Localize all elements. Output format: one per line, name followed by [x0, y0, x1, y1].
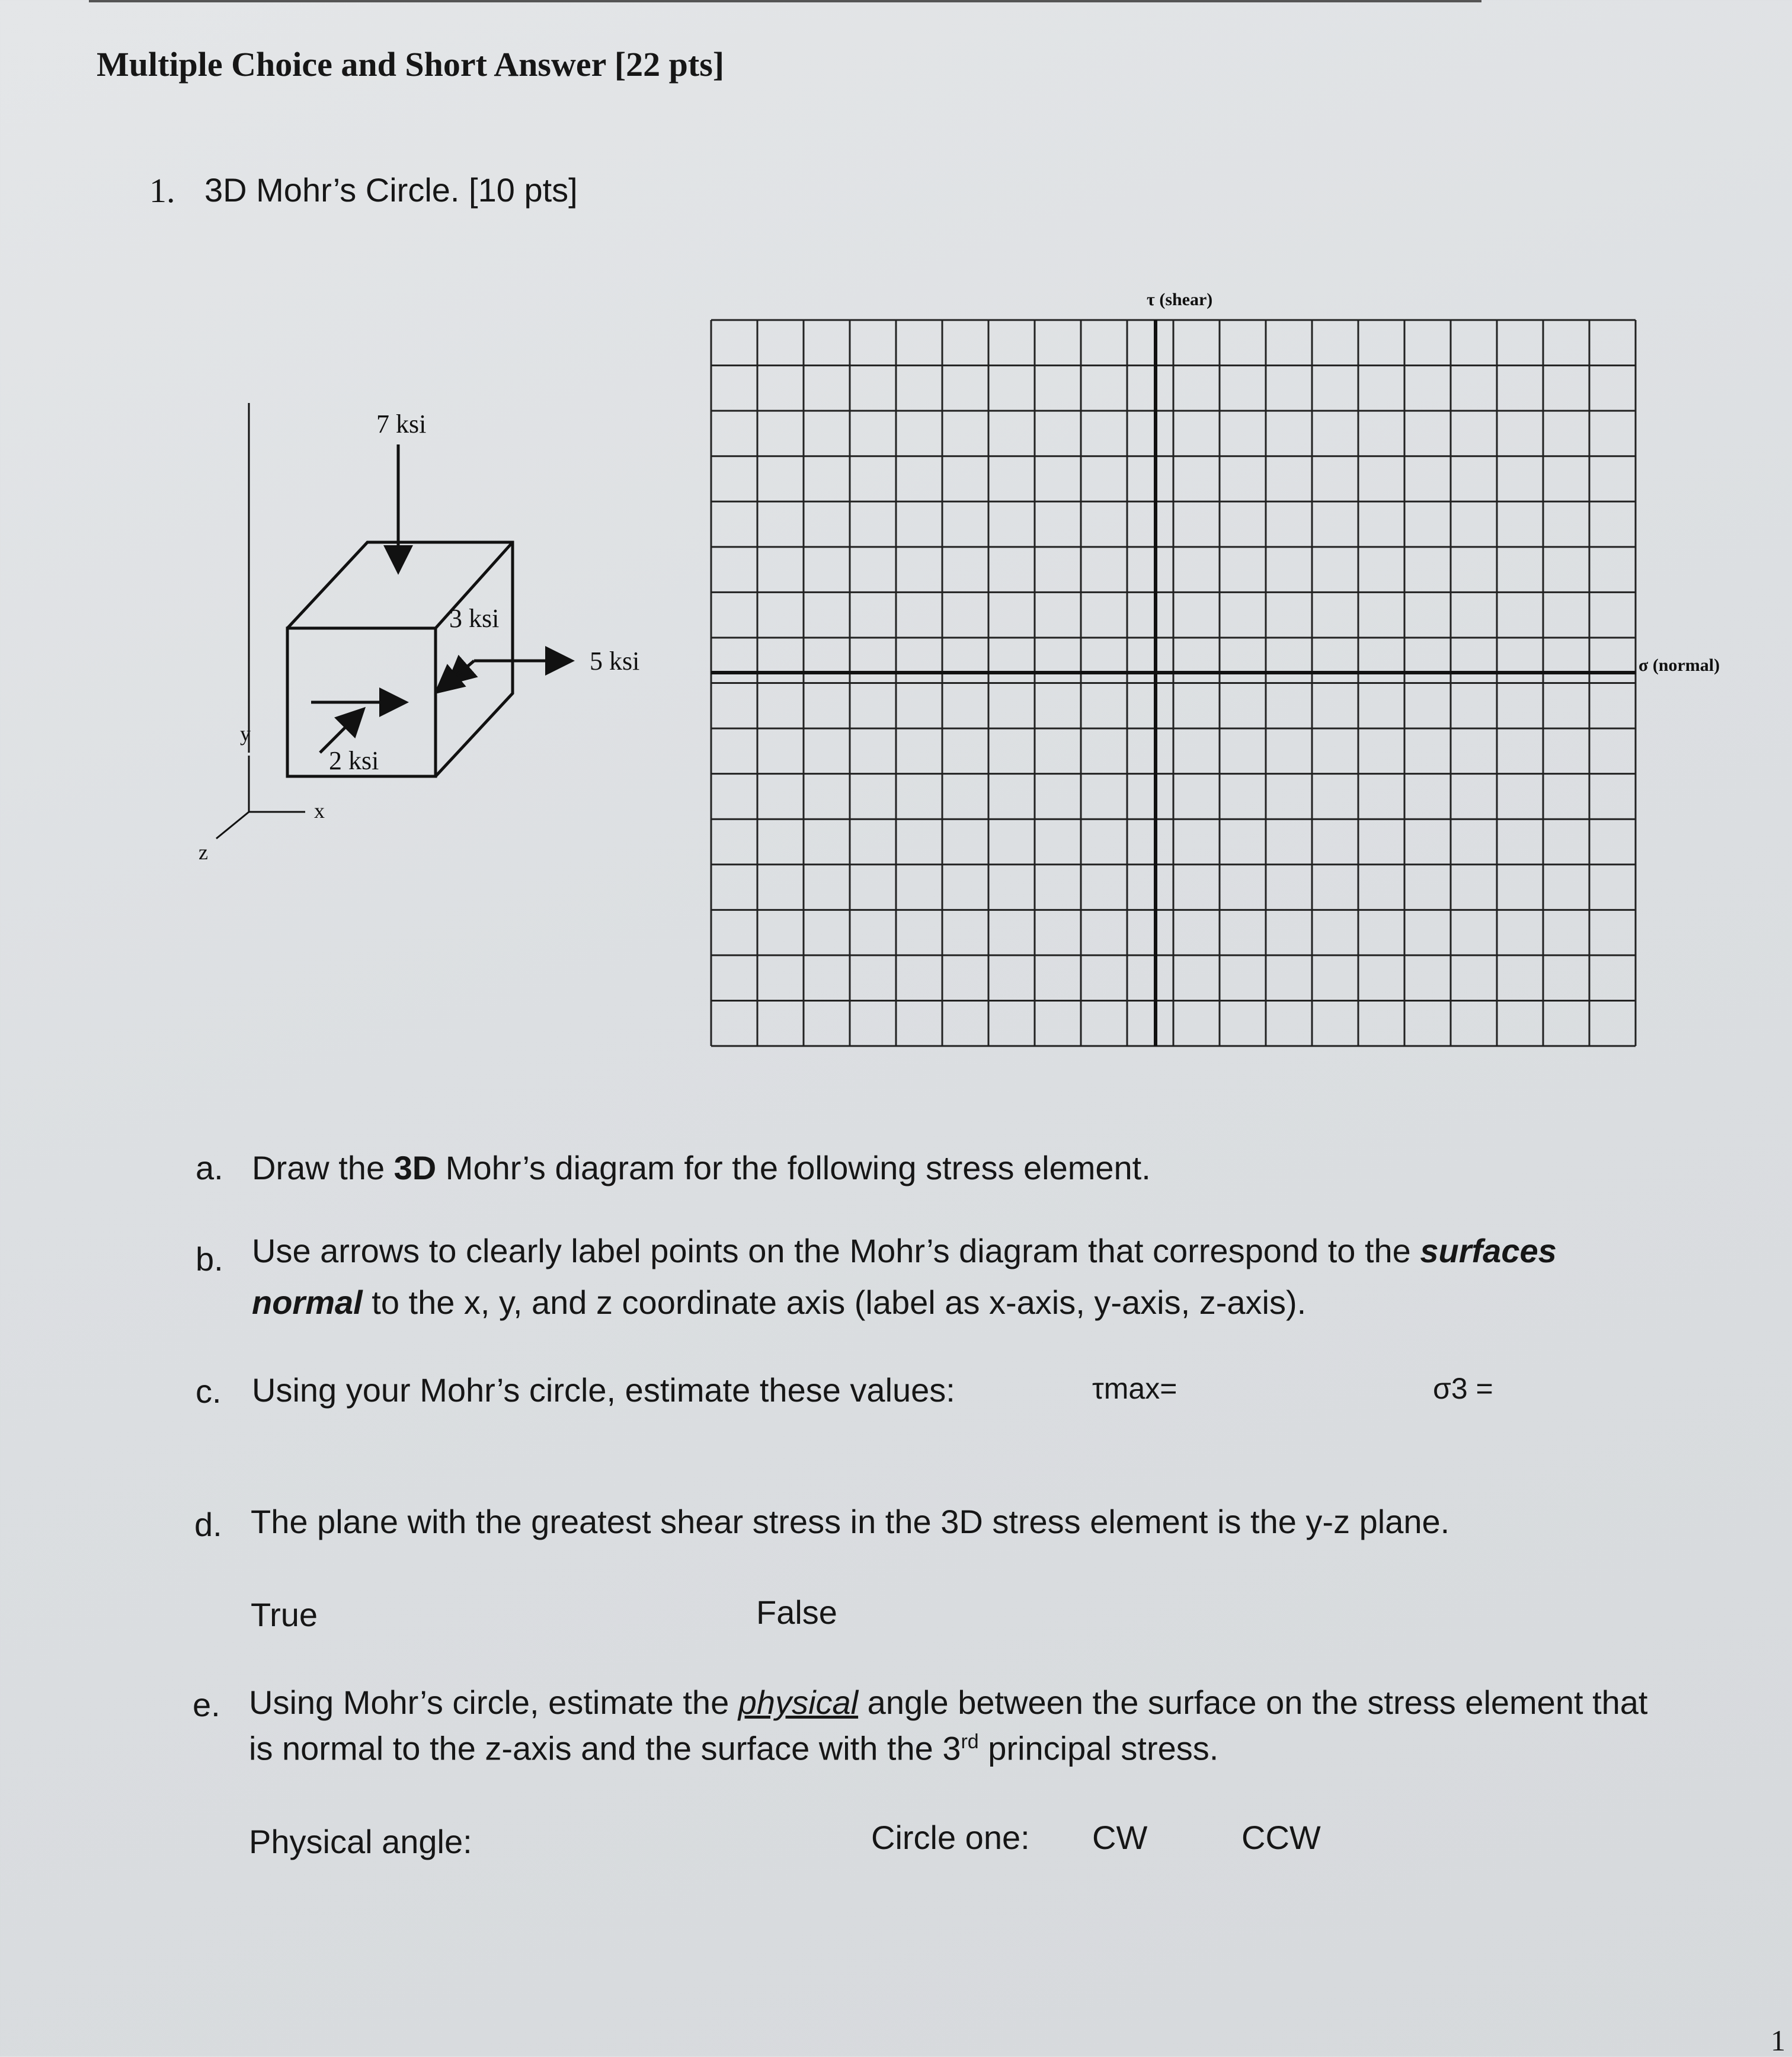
- page-number: 1: [1771, 2024, 1785, 2057]
- right-load-label: 5 ksi: [590, 647, 640, 676]
- normal-axis-label: σ (normal): [1639, 655, 1720, 675]
- question-number: 1.: [149, 171, 175, 210]
- tau-max-field[interactable]: τmax=: [1092, 1372, 1177, 1405]
- shear-axis-label: τ (shear): [1147, 290, 1213, 309]
- physical-angle-label: Physical angle:: [249, 1823, 472, 1860]
- part-d-text: The plane with the greatest shear stress in the 3D stress element is the y-z plane.: [251, 1503, 1450, 1540]
- question-title: 3D Mohr’s Circle. [10 pts]: [204, 171, 578, 209]
- section-title: Multiple Choice and Short Answer [22 pts]: [97, 45, 725, 84]
- ccw-option[interactable]: CCW: [1241, 1819, 1321, 1856]
- z-axis-label: z: [199, 840, 208, 864]
- top-load-label: 7 ksi: [376, 410, 427, 439]
- part-b-line2: normal to the x, y, and z coordinate axis (label as x-axis, y-axis, z-axis).: [252, 1284, 1307, 1321]
- x-axis-label: x: [314, 799, 325, 823]
- part-b-line1: Use arrows to clearly label points on the Mohr’s diagram that correspond to the surfaces: [252, 1232, 1557, 1269]
- part-b-letter: b.: [196, 1240, 223, 1278]
- part-c-text: Using your Mohr’s circle, estimate these values:: [252, 1371, 955, 1409]
- part-e-letter: e.: [193, 1686, 220, 1723]
- part-e-line2: is normal to the z-axis and the surface with the 3rd principal stress.: [249, 1729, 1219, 1767]
- part-e-line1: Using Mohr’s circle, estimate the physical angle between the surface on the stress element that: [249, 1684, 1648, 1721]
- y-axis-label: y: [240, 722, 251, 746]
- stress-element-diagram: [190, 403, 676, 865]
- part-a-letter: a.: [196, 1149, 223, 1186]
- coordinate-axes: [216, 403, 305, 839]
- cw-option[interactable]: CW: [1092, 1819, 1148, 1856]
- part-d-letter: d.: [194, 1506, 222, 1543]
- bottom-shear-label: 2 ksi: [329, 746, 379, 775]
- front-shear-label: 3 ksi: [449, 604, 500, 633]
- part-c-letter: c.: [196, 1373, 222, 1410]
- grid-lines: [711, 320, 1636, 1046]
- part-a-text: Draw the 3D Mohr’s diagram for the following stress element.: [252, 1149, 1151, 1186]
- page-top-border: [89, 0, 1481, 2]
- sigma3-field[interactable]: σ3 =: [1433, 1372, 1493, 1405]
- false-option[interactable]: False: [756, 1594, 837, 1631]
- true-option[interactable]: True: [251, 1596, 318, 1633]
- circle-one-label: Circle one:: [871, 1819, 1030, 1856]
- mohr-circle-grid[interactable]: [699, 284, 1754, 1055]
